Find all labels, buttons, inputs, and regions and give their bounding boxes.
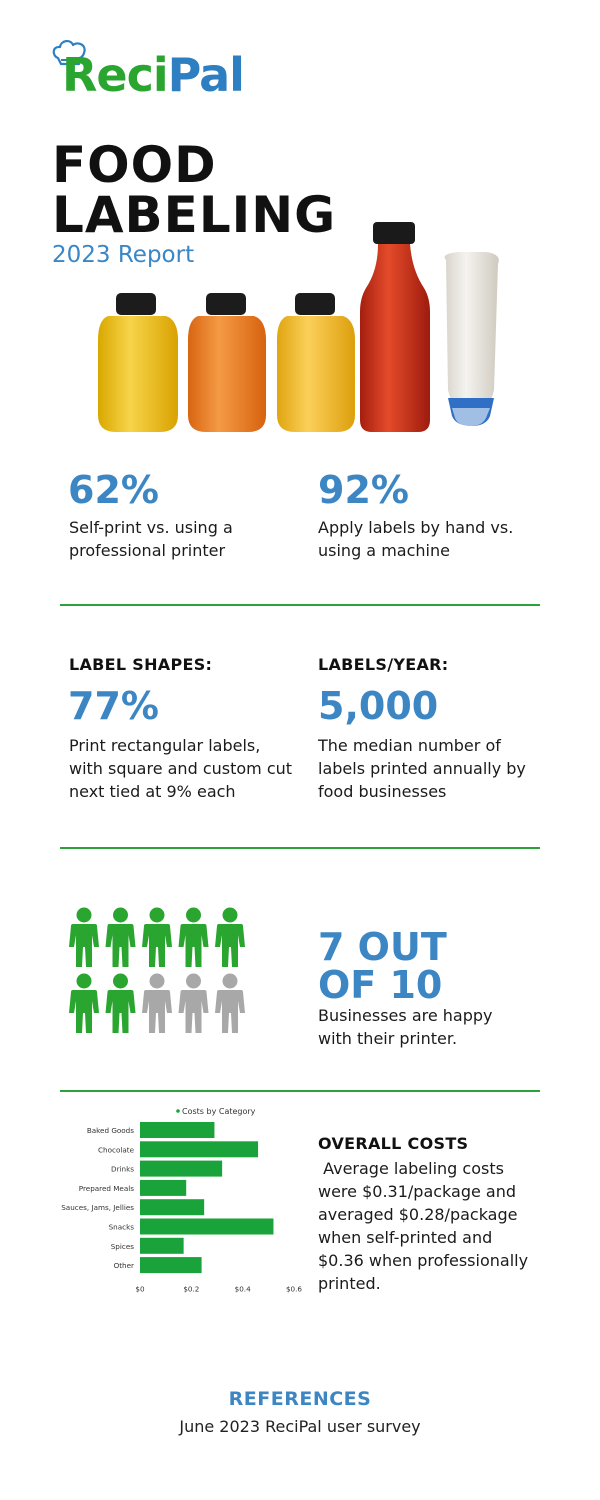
- legend-label: Costs by Category: [182, 1107, 256, 1116]
- bar: [140, 1219, 273, 1235]
- bar: [140, 1238, 184, 1254]
- category-label: Drinks: [111, 1164, 134, 1174]
- references-text: June 2023 ReciPal user survey: [179, 1417, 421, 1436]
- labels-year-desc: The median number of labels printed annually by food businesses: [318, 736, 526, 801]
- person-icon: [69, 908, 99, 968]
- divider: [60, 1090, 540, 1092]
- overall-costs-heading: OVERALL COSTS: [318, 1134, 469, 1153]
- person-icon: [215, 908, 245, 968]
- recipal-logo: [52, 38, 242, 104]
- bar: [140, 1180, 186, 1196]
- divider: [60, 604, 540, 606]
- bar: [140, 1161, 222, 1177]
- category-label: Chocolate: [98, 1145, 134, 1155]
- bar: [140, 1199, 204, 1215]
- logo-text-pal: Pal: [167, 48, 244, 102]
- label-shapes-heading: LABEL SHAPES:: [69, 655, 213, 674]
- label-shapes-value: 77%: [68, 684, 159, 728]
- person-icon: [106, 908, 136, 968]
- bar: [140, 1257, 202, 1273]
- category-label: Snacks: [108, 1222, 134, 1232]
- happy-value: 7 OUT OF 10: [318, 925, 447, 1007]
- category-label: Baked Goods: [86, 1126, 134, 1135]
- x-tick-label: $0.6: [285, 1284, 303, 1294]
- bar: [140, 1141, 258, 1157]
- costs-by-category-chart: [60, 1100, 310, 1300]
- divider: [60, 847, 540, 849]
- people-icons: [66, 905, 258, 1037]
- person-icon: [179, 974, 209, 1034]
- legend-marker: [176, 1109, 180, 1113]
- apply-hand-desc: Apply labels by hand vs. using a machine: [318, 518, 514, 560]
- x-tick-label: $0.2: [183, 1284, 200, 1294]
- person-icon: [106, 974, 136, 1034]
- page-subtitle: 2023 Report: [52, 242, 195, 268]
- x-tick-label: $0: [135, 1284, 145, 1294]
- happy-desc: Businesses are happy with their printer.: [318, 1006, 493, 1048]
- category-label: Prepared Meals: [78, 1183, 134, 1193]
- person-icon: [215, 974, 245, 1034]
- label-shapes-desc: Print rectangular labels, with square and custom cut next tied at 9% each: [69, 736, 293, 801]
- bar: [140, 1122, 214, 1138]
- apply-hand-value: 92%: [318, 468, 409, 512]
- overall-costs-desc: Average labeling costs were $0.31/package and averaged $0.28/package when self-printed and $0.36 when professionally printed.: [318, 1159, 534, 1293]
- references-heading: REFERENCES: [228, 1388, 372, 1410]
- person-icon: [179, 908, 209, 968]
- logo-text-reci: Reci: [62, 48, 168, 102]
- category-label: Other: [113, 1261, 134, 1271]
- category-label: Sauces, Jams, Jellies: [61, 1203, 134, 1213]
- labels-year-value: 5,000: [318, 684, 439, 728]
- chart-legend: [176, 1107, 255, 1116]
- person-icon: [142, 908, 172, 968]
- x-tick-label: $0.4: [234, 1284, 251, 1294]
- labels-year-heading: LABELS/YEAR:: [318, 655, 449, 674]
- category-label: Spices: [110, 1241, 134, 1251]
- condiment-bottles-image: [90, 220, 520, 435]
- self-print-desc: Self-print vs. using a professional printer: [69, 518, 233, 560]
- self-print-value: 62%: [68, 468, 159, 512]
- person-icon: [142, 974, 172, 1034]
- page-title: FOOD LABELING: [52, 136, 337, 244]
- person-icon: [69, 974, 99, 1034]
